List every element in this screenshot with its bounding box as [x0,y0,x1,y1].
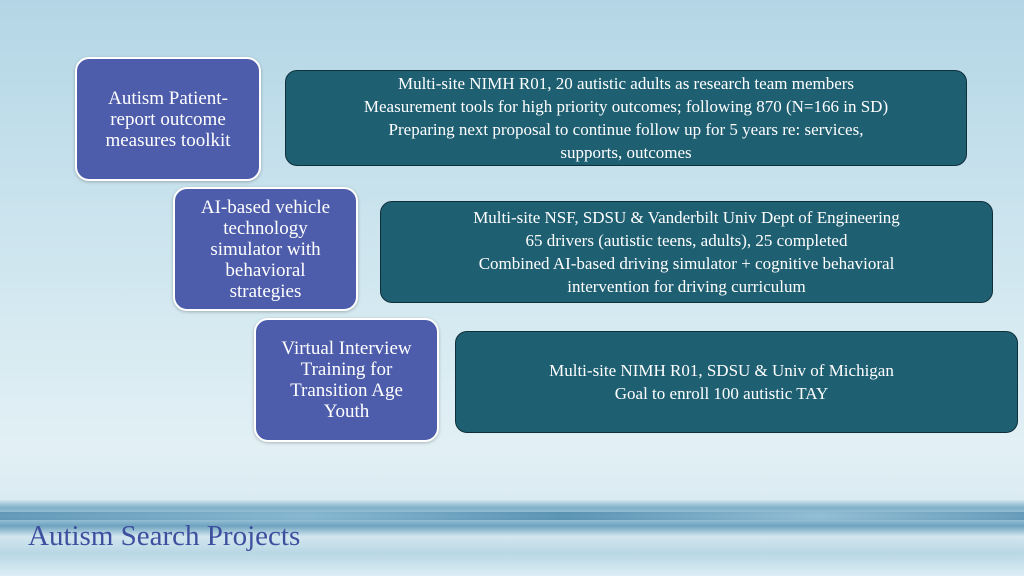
detail-line: Measurement tools for high priority outcomes; following 870 (N=166 in SD) [363,97,889,116]
project-title-line: Youth [323,401,370,422]
project-title-line: behavioral [225,259,306,281]
detail-line: Goal to enroll 100 autistic TAY [614,384,829,403]
project-title-line: measures toolkit [105,129,231,151]
detail-line: Preparing next proposal to continue follow up for 5 years re: services, [388,120,864,139]
project-title-line: Transition Age [290,380,403,401]
project-box-interview-training [254,318,439,442]
detail-box-driving-simulator [380,201,993,303]
project-title-line: Virtual Interview [281,338,412,359]
detail-box-outcome-toolkit [285,70,967,166]
project-title-line: strategies [229,280,302,302]
sea-horizon-band [0,512,1024,520]
project-box-driving-simulator [173,187,358,311]
project-box-outcome-toolkit [75,57,261,181]
project-title-line: AI-based vehicle [200,196,331,218]
project-title-line: technology [223,217,308,239]
detail-box-interview-training [455,331,1018,433]
detail-line: Multi-site NSF, SDSU & Vanderbilt Univ Dept of Engineering [473,208,900,227]
project-title-line: simulator with [210,238,321,260]
detail-line: 65 drivers (autistic teens, adults), 25 completed [525,231,848,250]
detail-line: Multi-site NIMH R01, SDSU & Univ of Michigan [549,361,894,380]
project-title-line: report outcome [110,108,226,130]
detail-line: Multi-site NIMH R01, 20 autistic adults as research team members [397,74,855,93]
project-title-line: Autism Patient- [108,87,228,109]
detail-line: intervention for driving curriculum [567,277,806,296]
slide-title: Autism Search Projects [28,520,301,552]
project-title-line: Training for [300,359,393,380]
detail-line: Combined AI-based driving simulator + cognitive behavioral [478,254,895,273]
detail-line: supports, outcomes [560,143,692,162]
